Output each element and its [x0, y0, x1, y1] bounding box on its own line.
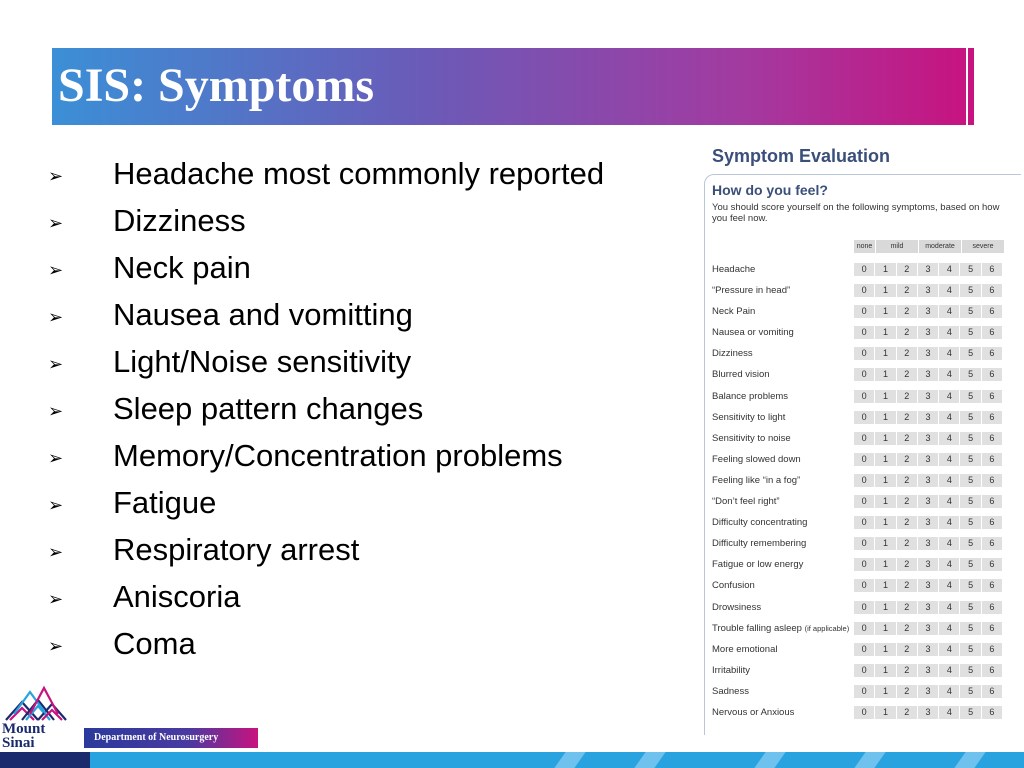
score-option[interactable]: 0: [854, 516, 874, 529]
symptom-label-text: Sensitivity to light: [712, 411, 786, 423]
score-option[interactable]: 4: [939, 706, 959, 719]
bullet-item: [48, 387, 688, 434]
symptom-evaluation-form: [698, 142, 1024, 728]
score-option[interactable]: 2: [897, 326, 917, 339]
score-option[interactable]: 5: [960, 558, 980, 571]
form-title: Symptom Evaluation: [712, 146, 891, 166]
score-option[interactable]: 5: [960, 706, 980, 719]
score-option[interactable]: 5: [960, 326, 980, 339]
score-option[interactable]: 1: [875, 263, 895, 276]
score-option[interactable]: 3: [918, 347, 938, 360]
form-question: How do you feel?: [712, 182, 828, 198]
bullet-item: [48, 293, 688, 340]
score-option[interactable]: 2: [897, 664, 917, 677]
score-option[interactable]: 2: [897, 558, 917, 571]
score-option[interactable]: 3: [918, 495, 938, 508]
bullet-item: [48, 528, 688, 575]
score-option[interactable]: 4: [939, 263, 959, 276]
symptom-label-text: Nausea or vomiting: [712, 327, 794, 339]
score-option[interactable]: 3: [918, 706, 938, 719]
score-option[interactable]: 1: [875, 579, 895, 592]
score-cells: [854, 558, 1003, 571]
score-option[interactable]: 5: [960, 284, 980, 297]
arrow-bullet-icon: ➢: [48, 260, 64, 280]
score-option[interactable]: 0: [854, 368, 874, 381]
score-cells: [854, 390, 1003, 403]
symptom-label-text: Drowsiness: [712, 601, 762, 613]
score-option[interactable]: 3: [918, 643, 938, 656]
department-banner: [84, 728, 258, 748]
score-option[interactable]: 3: [918, 390, 938, 403]
score-option[interactable]: 0: [854, 453, 874, 466]
arrow-bullet-icon: ➢: [48, 495, 64, 515]
score-option[interactable]: 4: [939, 622, 959, 635]
form-instructions: You should score yourself on the following symptoms, based on how you feel now.: [712, 202, 1000, 224]
footer-stripe: [754, 752, 785, 768]
score-option[interactable]: 5: [960, 495, 980, 508]
score-option[interactable]: 3: [918, 453, 938, 466]
score-option[interactable]: 4: [939, 305, 959, 318]
symptom-label: [712, 496, 780, 507]
slide-title: SIS: Symptoms: [58, 59, 375, 112]
bullet-text: Light/Noise sensitivity: [113, 344, 412, 379]
bullet-item: [48, 199, 688, 246]
score-cells: [854, 516, 1003, 529]
score-option[interactable]: 4: [939, 516, 959, 529]
symptom-label: [712, 644, 777, 655]
symptom-label-text: Neck Pain: [712, 306, 756, 318]
score-option[interactable]: 0: [854, 643, 874, 656]
symptom-label: [712, 517, 807, 528]
scale-header-moderate: moderate: [919, 240, 961, 253]
bullet-item: [48, 246, 688, 293]
score-option[interactable]: 3: [918, 622, 938, 635]
symptom-label-text: Sadness: [712, 685, 749, 697]
score-option[interactable]: 4: [939, 411, 959, 424]
score-option[interactable]: 2: [897, 390, 917, 403]
score-option[interactable]: 4: [939, 326, 959, 339]
symptom-label-text: “Pressure in head”: [712, 285, 791, 297]
arrow-bullet-icon: ➢: [48, 636, 64, 656]
score-option[interactable]: 5: [960, 347, 980, 360]
symptom-label: [712, 686, 749, 697]
score-option[interactable]: 2: [897, 263, 917, 276]
footer-stripe: [854, 752, 885, 768]
score-option[interactable]: 6: [982, 474, 1002, 487]
score-option[interactable]: 3: [918, 305, 938, 318]
bullet-list: [48, 152, 688, 669]
score-cells: [854, 411, 1003, 424]
score-option[interactable]: 1: [875, 643, 895, 656]
arrow-bullet-icon: ➢: [48, 401, 64, 421]
score-option[interactable]: 5: [960, 664, 980, 677]
symptom-label-text: Irritability: [712, 664, 751, 676]
symptom-label-text: Sensitivity to noise: [712, 432, 791, 444]
title-banner: [52, 48, 974, 125]
score-cells: [854, 664, 1003, 677]
score-option[interactable]: 0: [854, 622, 874, 635]
score-cells: [854, 474, 1003, 487]
score-option[interactable]: 0: [854, 579, 874, 592]
footer-band: [0, 752, 1024, 768]
symptom-label: [712, 538, 806, 549]
symptom-label: [712, 391, 788, 402]
score-option[interactable]: 5: [960, 601, 980, 614]
score-option[interactable]: 2: [897, 537, 917, 550]
score-option[interactable]: 4: [939, 685, 959, 698]
score-option[interactable]: 3: [918, 537, 938, 550]
symptom-label: [712, 707, 794, 718]
score-cells: [854, 368, 1003, 381]
score-option[interactable]: 5: [960, 579, 980, 592]
score-option[interactable]: 2: [897, 411, 917, 424]
score-option[interactable]: 0: [854, 347, 874, 360]
score-option[interactable]: 3: [918, 685, 938, 698]
score-option[interactable]: 6: [982, 390, 1002, 403]
arrow-bullet-icon: ➢: [48, 589, 64, 609]
score-option[interactable]: 5: [960, 643, 980, 656]
symptom-label: [712, 348, 753, 359]
score-option[interactable]: 4: [939, 347, 959, 360]
symptom-label: [712, 623, 849, 634]
footer-stripe: [554, 752, 585, 768]
symptom-label-text: Difficulty remembering: [712, 538, 807, 550]
score-option[interactable]: 6: [982, 601, 1002, 614]
score-option[interactable]: 1: [875, 347, 895, 360]
score-option[interactable]: 3: [918, 432, 938, 445]
footer-dark-segment: [0, 752, 90, 768]
arrow-bullet-icon: ➢: [48, 354, 64, 374]
symptom-label-text: Feeling like “in a fog”: [712, 474, 801, 486]
bullet-text: Coma: [113, 626, 196, 661]
logo-line-2: Sinai: [2, 735, 35, 751]
footer-stripe: [634, 752, 665, 768]
score-option[interactable]: 3: [918, 558, 938, 571]
title-banner-edge: [966, 48, 974, 125]
score-cells: [854, 706, 1003, 719]
score-option[interactable]: 3: [918, 411, 938, 424]
symptom-label-text: Dizziness: [712, 348, 753, 360]
arrow-bullet-icon: ➢: [48, 542, 64, 562]
score-option[interactable]: 0: [854, 558, 874, 571]
bullet-item: [48, 434, 688, 481]
score-option[interactable]: 5: [960, 432, 980, 445]
score-option[interactable]: 4: [939, 474, 959, 487]
symptom-label: [712, 306, 755, 317]
score-option[interactable]: 2: [897, 284, 917, 297]
score-option[interactable]: 6: [982, 537, 1002, 550]
score-option[interactable]: 2: [897, 516, 917, 529]
score-option[interactable]: 1: [875, 432, 895, 445]
score-option[interactable]: 3: [918, 474, 938, 487]
score-option[interactable]: 2: [897, 453, 917, 466]
symptom-label: [712, 602, 761, 613]
score-option[interactable]: 6: [982, 432, 1002, 445]
symptom-label-text: “Don’t feel right”: [712, 496, 780, 508]
score-cells: [854, 622, 1003, 635]
scale-header-mild: mild: [876, 240, 918, 253]
bullet-text: Memory/Concentration problems: [113, 438, 563, 473]
score-option[interactable]: 1: [875, 601, 895, 614]
score-option[interactable]: 2: [897, 347, 917, 360]
score-option[interactable]: 6: [982, 411, 1002, 424]
score-option[interactable]: 4: [939, 390, 959, 403]
score-option[interactable]: 1: [875, 685, 895, 698]
score-option[interactable]: 0: [854, 601, 874, 614]
score-option[interactable]: 5: [960, 516, 980, 529]
symptom-label: [712, 475, 800, 486]
symptom-label: [712, 412, 785, 423]
score-option[interactable]: 3: [918, 516, 938, 529]
score-option[interactable]: 6: [982, 643, 1002, 656]
score-option[interactable]: 5: [960, 474, 980, 487]
symptom-label-text: More emotional: [712, 643, 778, 655]
score-option[interactable]: 0: [854, 326, 874, 339]
symptom-label: [712, 433, 791, 444]
score-option[interactable]: 4: [939, 284, 959, 297]
score-option[interactable]: 3: [918, 664, 938, 677]
score-cells: [854, 432, 1003, 445]
score-option[interactable]: 0: [854, 685, 874, 698]
logo-wordmark: [2, 722, 45, 750]
score-option[interactable]: 6: [982, 664, 1002, 677]
score-option[interactable]: 1: [875, 495, 895, 508]
score-option[interactable]: 5: [960, 453, 980, 466]
score-option[interactable]: 6: [982, 305, 1002, 318]
score-option[interactable]: 2: [897, 368, 917, 381]
bullet-text: Nausea and vomitting: [113, 297, 413, 332]
scale-header: [854, 240, 1005, 253]
score-option[interactable]: 6: [982, 326, 1002, 339]
symptom-label-text: Confusion: [712, 580, 755, 592]
bullet-text: Respiratory arrest: [113, 532, 360, 567]
score-cells: [854, 326, 1003, 339]
symptom-label: [712, 264, 755, 275]
score-option[interactable]: 0: [854, 411, 874, 424]
score-option[interactable]: 1: [875, 622, 895, 635]
score-option[interactable]: 1: [875, 664, 895, 677]
score-option[interactable]: 1: [875, 516, 895, 529]
score-option[interactable]: 2: [897, 579, 917, 592]
bullet-text: Dizziness: [113, 203, 246, 238]
score-option[interactable]: 3: [918, 263, 938, 276]
score-option[interactable]: 1: [875, 305, 895, 318]
score-option[interactable]: 3: [918, 601, 938, 614]
score-option[interactable]: 5: [960, 537, 980, 550]
bullet-item: [48, 152, 688, 199]
score-option[interactable]: 4: [939, 432, 959, 445]
score-option[interactable]: 2: [897, 643, 917, 656]
score-cells: [854, 263, 1003, 276]
score-option[interactable]: 1: [875, 474, 895, 487]
bullet-item: [48, 340, 688, 387]
symptom-label-text: Blurred vision: [712, 369, 770, 381]
bullet-item: [48, 622, 688, 669]
score-option[interactable]: 5: [960, 368, 980, 381]
score-option[interactable]: 4: [939, 537, 959, 550]
score-cells: [854, 347, 1003, 360]
symptom-label-text: Difficulty concentrating: [712, 517, 808, 529]
score-option[interactable]: 2: [897, 474, 917, 487]
score-cells: [854, 495, 1003, 508]
scale-header-none: none: [854, 240, 875, 253]
score-cells: [854, 601, 1003, 614]
if-applicable-note: (if applicable): [804, 623, 850, 633]
score-option[interactable]: 5: [960, 411, 980, 424]
score-option[interactable]: 0: [854, 284, 874, 297]
score-option[interactable]: 3: [918, 326, 938, 339]
bullet-item: [48, 481, 688, 528]
score-option[interactable]: 6: [982, 453, 1002, 466]
symptom-label-text: Fatigue or low energy: [712, 559, 804, 571]
arrow-bullet-icon: ➢: [48, 307, 64, 327]
score-option[interactable]: 6: [982, 263, 1002, 276]
score-option[interactable]: 1: [875, 706, 895, 719]
symptom-label: [712, 665, 750, 676]
score-option[interactable]: 4: [939, 601, 959, 614]
score-cells: [854, 284, 1003, 297]
bullet-text: Fatigue: [113, 485, 217, 520]
score-option[interactable]: 2: [897, 432, 917, 445]
footer-stripe: [954, 752, 985, 768]
score-option[interactable]: 0: [854, 495, 874, 508]
score-cells: [854, 537, 1003, 550]
score-option[interactable]: 5: [960, 305, 980, 318]
symptom-label-text: Headache: [712, 264, 756, 275]
score-option[interactable]: 1: [875, 411, 895, 424]
score-option[interactable]: 6: [982, 622, 1002, 635]
logo-line-1: Mount: [2, 721, 46, 737]
score-option[interactable]: 0: [854, 305, 874, 318]
score-option[interactable]: 0: [854, 474, 874, 487]
score-option[interactable]: 2: [897, 305, 917, 318]
bullet-text: Sleep pattern changes: [113, 391, 424, 426]
symptom-label-text: Feeling slowed down: [712, 453, 801, 465]
score-option[interactable]: 6: [982, 347, 1002, 360]
score-cells: [854, 305, 1003, 318]
bullet-text: Neck pain: [113, 250, 251, 285]
score-option[interactable]: 5: [960, 622, 980, 635]
score-option[interactable]: 6: [982, 495, 1002, 508]
score-option[interactable]: 0: [854, 390, 874, 403]
score-option[interactable]: 2: [897, 706, 917, 719]
score-option[interactable]: 4: [939, 579, 959, 592]
score-option[interactable]: 1: [875, 558, 895, 571]
score-option[interactable]: 3: [918, 368, 938, 381]
symptom-label: [712, 559, 803, 570]
score-option[interactable]: 0: [854, 664, 874, 677]
score-option[interactable]: 1: [875, 326, 895, 339]
symptom-label-text: Balance problems: [712, 390, 789, 402]
symptom-label: [712, 369, 770, 380]
score-option[interactable]: 6: [982, 284, 1002, 297]
score-option[interactable]: 6: [982, 706, 1002, 719]
score-option[interactable]: 4: [939, 643, 959, 656]
score-cells: [854, 685, 1003, 698]
bullet-text: Aniscoria: [113, 579, 241, 614]
score-option[interactable]: 3: [918, 579, 938, 592]
arrow-bullet-icon: ➢: [48, 166, 64, 186]
score-option[interactable]: 6: [982, 516, 1002, 529]
score-option[interactable]: 0: [854, 706, 874, 719]
score-option[interactable]: 0: [854, 432, 874, 445]
score-option[interactable]: 6: [982, 368, 1002, 381]
score-option[interactable]: 4: [939, 495, 959, 508]
department-label: Department of Neurosurgery: [94, 732, 219, 743]
score-option[interactable]: 6: [982, 685, 1002, 698]
score-option[interactable]: 1: [875, 368, 895, 381]
symptom-label-text: Nervous or Anxious: [712, 706, 795, 718]
score-cells: [854, 579, 1003, 592]
score-option[interactable]: 1: [875, 390, 895, 403]
score-option[interactable]: 2: [897, 622, 917, 635]
score-option[interactable]: 4: [939, 368, 959, 381]
score-option[interactable]: 5: [960, 263, 980, 276]
bullet-item: [48, 575, 688, 622]
arrow-bullet-icon: ➢: [48, 213, 64, 233]
score-option[interactable]: 6: [982, 558, 1002, 571]
score-cells: [854, 453, 1003, 466]
score-option[interactable]: 6: [982, 579, 1002, 592]
score-option[interactable]: 4: [939, 453, 959, 466]
symptom-label: [712, 327, 794, 338]
symptom-label: [712, 580, 755, 591]
score-option[interactable]: 0: [854, 537, 874, 550]
scale-header-severe: severe: [962, 240, 1004, 253]
score-option[interactable]: 4: [939, 558, 959, 571]
score-option[interactable]: 1: [875, 453, 895, 466]
score-option[interactable]: 2: [897, 601, 917, 614]
score-option[interactable]: 5: [960, 685, 980, 698]
symptom-label: [712, 285, 790, 296]
symptom-label: [712, 454, 801, 465]
score-option[interactable]: 2: [897, 685, 917, 698]
score-cells: [854, 643, 1003, 656]
score-option[interactable]: 3: [918, 284, 938, 297]
score-option[interactable]: 1: [875, 537, 895, 550]
score-option[interactable]: 1: [875, 284, 895, 297]
score-option[interactable]: 4: [939, 664, 959, 677]
score-option[interactable]: 2: [897, 495, 917, 508]
score-option[interactable]: 5: [960, 390, 980, 403]
score-option[interactable]: 0: [854, 263, 874, 276]
arrow-bullet-icon: ➢: [48, 448, 64, 468]
symptom-label-text: Trouble falling asleep: [712, 622, 802, 634]
bullet-text: Headache most commonly reported: [113, 156, 605, 191]
